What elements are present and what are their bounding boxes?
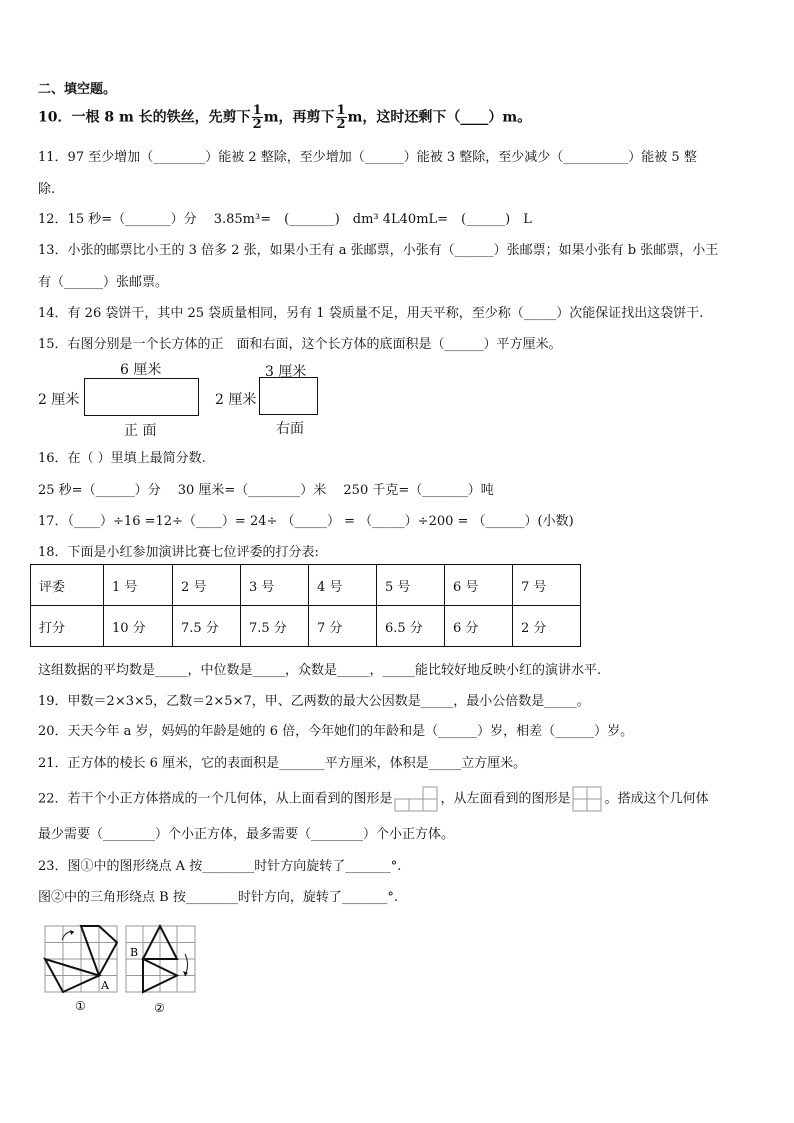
question-20: 20．天天今年 a 岁，妈妈的年龄是她的 6 倍，今年她们的年龄和是（______）岁，相差（______）岁。 <box>38 724 634 739</box>
right-face-rect <box>259 377 318 415</box>
question-19: 19．甲数＝2×3×5，乙数＝2×5×7，甲、乙两数的最大公因数是_____，最小公倍数是_____。 <box>38 694 590 709</box>
right-bottom-label: 右面 <box>276 421 304 437</box>
question-22-line1: 22．若干个小正方体搭成的一个几何体，从上面看到的图形是 ，从左面看到的图形是 。搭成这个几何体 <box>38 786 709 812</box>
question-11-line2: 除. <box>38 182 56 197</box>
figure-1-label: ① <box>75 999 86 1013</box>
question-21: 21．正方体的棱长 6 厘米，它的表面积是_______平方厘米，体积是_____立方厘米。 <box>38 756 527 771</box>
question-17: 17．（____）÷16 =12÷（____）= 24÷ （_____） = （_____）÷200 = （______）(小数) <box>38 514 574 529</box>
table-cell: 7.5 分 <box>173 606 241 647</box>
figure-2-label: ② <box>154 1001 165 1015</box>
table-cell: 7.5 分 <box>241 606 309 647</box>
question-16-blanks: 25 秒=（______）分 30 厘米=（________）米 250 千克=（_______）吨 <box>38 483 494 498</box>
question-11-line1: 11．97 至少增加（________）能被 2 整除，至少增加（______）能被 3 整除，至少减少（__________）能被 5 整 <box>38 150 697 165</box>
top-view-shape <box>393 786 441 812</box>
table-cell: 5 号 <box>377 565 445 606</box>
section-title: 二、填空题。 <box>38 82 117 97</box>
table-cell: 6 号 <box>445 565 513 606</box>
table-cell: 2 号 <box>173 565 241 606</box>
fraction-half-1: $\frac{1}{2}$ <box>252 103 262 132</box>
table-row <box>31 606 581 647</box>
front-top-label: 6 厘米 <box>120 362 162 378</box>
question-16: 16．在（ ）里填上最简分数. <box>38 451 206 466</box>
question-23-line1: 23．图①中的图形绕点 A 按________时针方向旋转了_______°. <box>38 859 402 874</box>
table-cell: 打分 <box>31 606 104 647</box>
table-cell: 1 号 <box>104 565 173 606</box>
table-cell: 4 号 <box>309 565 377 606</box>
table-row <box>31 565 581 606</box>
right-left-label: 2 厘米 <box>215 392 257 408</box>
point-b-label: B <box>130 946 139 959</box>
table-cell: 6.5 分 <box>377 606 445 647</box>
question-14: 14．有 26 袋饼干，其中 25 袋质量相同，另有 1 袋质量不足，用天平称，至少称（_____）次能保证找出这袋饼干. <box>38 306 704 321</box>
left-view-shape <box>571 786 605 812</box>
front-face-rect <box>84 378 199 416</box>
question-15: 15．右图分别是一个长方体的正 面和右面，这个长方体的底面积是（______）平方厘米。 <box>38 337 562 352</box>
question-18: 18．下面是小红参加演讲比赛七位评委的打分表: <box>38 545 319 560</box>
table-cell: 7 分 <box>309 606 377 647</box>
question-18-blanks: 这组数据的平均数是_____，中位数是_____，众数是_____，_____能比较好地反映小红的演讲水平. <box>38 663 602 678</box>
front-bottom-label: 正 面 <box>124 423 157 439</box>
question-13-line1: 13．小张的邮票比小王的 3 倍多 2 张，如果小王有 a 张邮票，小张有（______）张邮票；如果小张有 b 张邮票，小王 <box>38 243 719 258</box>
figure-23 <box>40 922 200 1018</box>
question-23-line2: 图②中的三角形绕点 B 按________时针方向，旋转了_______°. <box>38 890 398 905</box>
fraction-half-2: $\frac{1}{2}$ <box>336 103 346 132</box>
table-cell: 10 分 <box>104 606 173 647</box>
right-top-label: 3 厘米 <box>265 364 307 380</box>
table-cell: 3 号 <box>241 565 309 606</box>
table-cell: 评委 <box>31 565 104 606</box>
front-left-label: 2 厘米 <box>38 392 80 408</box>
question-10: 10．一根 8 m 长的铁丝，先剪下 $\frac{1}{2}$ m，再剪下 $\frac{1}{2}$ m，这时还剩下（____）m。 <box>38 103 532 132</box>
table-cell: 2 分 <box>513 606 581 647</box>
question-13-line2: 有（______）张邮票。 <box>38 275 169 290</box>
question-12: 12．15 秒=（_______）分 3.85m³= (_______) dm³ 4L40mL= (______) L <box>38 212 532 227</box>
table-cell: 7 号 <box>513 565 581 606</box>
score-table <box>30 564 581 647</box>
question-22-line2: 最少需要（________）个小正方体，最多需要（________）个小正方体。 <box>38 827 455 842</box>
point-a-label: A <box>101 979 109 992</box>
table-cell: 6 分 <box>445 606 513 647</box>
